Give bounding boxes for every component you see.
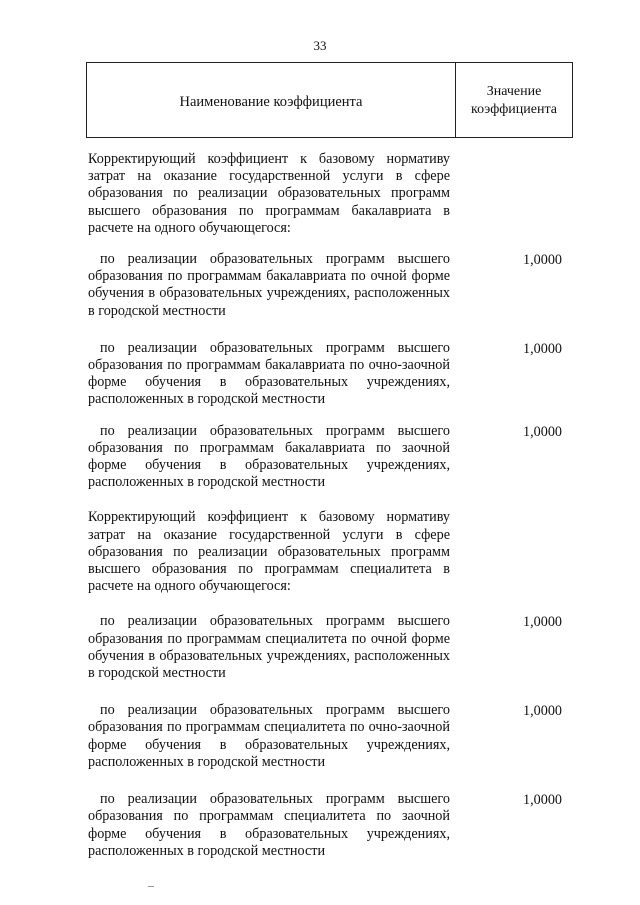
row-value: 1,0000 (522, 423, 562, 440)
row-heading-specialist: Корректирующий коэффициент к базовому нормативу затрат на оказание государственной услуги в сфере образования по реализации образовательных программ высшего образования по программам специалитета в расчете на одного обучающегося: (88, 509, 450, 595)
row-text: по реализации образовательных программ высшего образования по программам бакалавриата по заочной форме обучения в образовательных учреждениях, расположенных в городской местности (88, 422, 450, 491)
row-value (450, 151, 568, 237)
table-row (88, 423, 568, 492)
header-coefficient-value (456, 63, 572, 137)
scan-mark (148, 886, 154, 887)
table-row (88, 340, 568, 409)
row-text: по реализации образовательных программ высшего образования по программам специалитета по очной форме обучения в образовательных учреждениях, расположенных в городской местности (88, 613, 450, 682)
row-value: 1,0000 (522, 792, 562, 809)
table-row (88, 702, 568, 771)
row-value (450, 509, 568, 595)
row-value: 1,0000 (522, 614, 562, 631)
row-heading-bachelor: Корректирующий коэффициент к базовому нормативу затрат на оказание государственной услуги в сфере образования по реализации образовательных программ высшего образования по программам бакалавриата в расчете на одного обучающегося: (88, 151, 450, 236)
table-row (88, 791, 568, 860)
row-text: по реализации образовательных программ высшего образования по программам бакалавриата по очной форме обучения в образовательных учреждениях, расположенных в городской местности (88, 251, 450, 319)
coefficient-table-body (88, 151, 568, 860)
row-text: по реализации образовательных программ высшего образования по программам бакалавриата по очно-заочной форме обучения в образовательных учреждениях, расположенных в городской местности (88, 339, 450, 408)
header-coefficient-name: Наименование коэффициента (87, 63, 456, 137)
row-text: по реализации образовательных программ высшего образования по программам специалитета по очно-заочной форме обучения в образовательных учреждениях, расположенных в городской местности (88, 702, 450, 770)
header-value-line1: Значение (486, 84, 542, 99)
row-text: по реализации образовательных программ высшего образования по программам специалитета по заочной форме обучения в образовательных учреждениях, расположенных в городской местности (88, 791, 450, 859)
table-row (88, 251, 568, 320)
page-number: 33 (313, 38, 327, 53)
row-value: 1,0000 (522, 340, 562, 357)
table-header (86, 62, 573, 138)
table-row (88, 151, 568, 237)
header-value-line2: коэффициента (471, 102, 557, 117)
row-value: 1,0000 (522, 703, 562, 720)
table-row (88, 613, 568, 682)
row-value: 1,0000 (522, 252, 562, 269)
table-row (88, 509, 568, 595)
